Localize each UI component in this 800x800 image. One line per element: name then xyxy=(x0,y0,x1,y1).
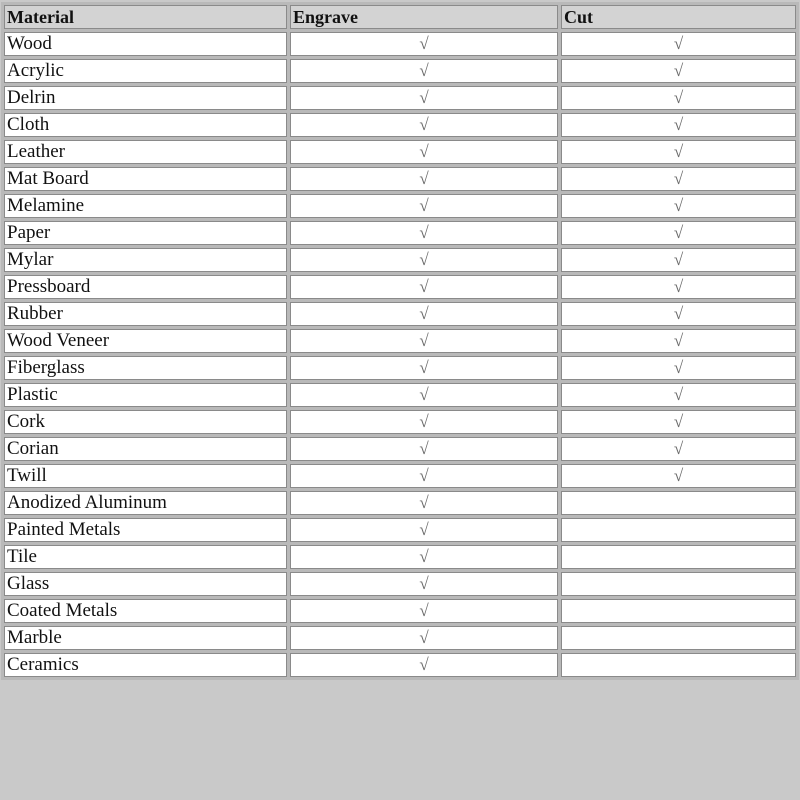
engrave-check-cell: √ xyxy=(290,113,558,137)
material-cell: Ceramics xyxy=(4,653,287,677)
material-cell: Marble xyxy=(4,626,287,650)
cut-check-cell: √ xyxy=(561,113,796,137)
table-row xyxy=(4,356,796,380)
material-cell: Coated Metals xyxy=(4,599,287,623)
materials-table xyxy=(1,2,799,680)
table-row xyxy=(4,194,796,218)
engrave-check-cell: √ xyxy=(290,86,558,110)
table-row xyxy=(4,167,796,191)
material-cell: Cork xyxy=(4,410,287,434)
cut-check-cell: √ xyxy=(561,194,796,218)
cut-check-cell: √ xyxy=(561,329,796,353)
material-cell: Mylar xyxy=(4,248,287,272)
engrave-check-cell: √ xyxy=(290,464,558,488)
engrave-check-cell: √ xyxy=(290,491,558,515)
engrave-check-cell: √ xyxy=(290,329,558,353)
table-row xyxy=(4,275,796,299)
material-cell: Leather xyxy=(4,140,287,164)
table-row xyxy=(4,248,796,272)
table-row xyxy=(4,545,796,569)
material-cell: Fiberglass xyxy=(4,356,287,380)
cut-check-cell: √ xyxy=(561,140,796,164)
material-cell: Wood Veneer xyxy=(4,329,287,353)
engrave-check-cell: √ xyxy=(290,383,558,407)
table-row xyxy=(4,59,796,83)
material-cell: Melamine xyxy=(4,194,287,218)
engrave-check-cell: √ xyxy=(290,437,558,461)
cut-check-cell: √ xyxy=(561,410,796,434)
cut-check-cell xyxy=(561,626,796,650)
cut-check-cell: √ xyxy=(561,275,796,299)
material-cell: Glass xyxy=(4,572,287,596)
cut-check-cell: √ xyxy=(561,383,796,407)
table-row xyxy=(4,383,796,407)
material-cell: Paper xyxy=(4,221,287,245)
table-row xyxy=(4,491,796,515)
cut-check-cell xyxy=(561,545,796,569)
material-cell: Pressboard xyxy=(4,275,287,299)
cut-check-cell: √ xyxy=(561,248,796,272)
engrave-check-cell: √ xyxy=(290,653,558,677)
cut-check-cell: √ xyxy=(561,86,796,110)
engrave-check-cell: √ xyxy=(290,518,558,542)
table-row xyxy=(4,572,796,596)
table-row xyxy=(4,626,796,650)
table-row xyxy=(4,518,796,542)
engrave-check-cell: √ xyxy=(290,572,558,596)
table-row xyxy=(4,302,796,326)
header-engrave: Engrave xyxy=(290,5,558,29)
cut-check-cell xyxy=(561,491,796,515)
header-material: Material xyxy=(4,5,287,29)
table-body xyxy=(4,32,796,677)
table-row xyxy=(4,32,796,56)
cut-check-cell: √ xyxy=(561,302,796,326)
table-row xyxy=(4,86,796,110)
header-row xyxy=(4,5,796,29)
engrave-check-cell: √ xyxy=(290,194,558,218)
engrave-check-cell: √ xyxy=(290,599,558,623)
table-row xyxy=(4,653,796,677)
material-cell: Mat Board xyxy=(4,167,287,191)
material-cell: Anodized Aluminum xyxy=(4,491,287,515)
engrave-check-cell: √ xyxy=(290,59,558,83)
cut-check-cell: √ xyxy=(561,356,796,380)
cut-check-cell: √ xyxy=(561,32,796,56)
cut-check-cell: √ xyxy=(561,167,796,191)
cut-check-cell xyxy=(561,599,796,623)
material-cell: Wood xyxy=(4,32,287,56)
cut-check-cell: √ xyxy=(561,464,796,488)
cut-check-cell: √ xyxy=(561,59,796,83)
material-cell: Delrin xyxy=(4,86,287,110)
cut-check-cell xyxy=(561,653,796,677)
material-cell: Twill xyxy=(4,464,287,488)
cut-check-cell: √ xyxy=(561,437,796,461)
table-row xyxy=(4,329,796,353)
material-cell: Rubber xyxy=(4,302,287,326)
table-row xyxy=(4,599,796,623)
engrave-check-cell: √ xyxy=(290,32,558,56)
engrave-check-cell: √ xyxy=(290,410,558,434)
material-cell: Cloth xyxy=(4,113,287,137)
header-cut: Cut xyxy=(561,5,796,29)
engrave-check-cell: √ xyxy=(290,356,558,380)
engrave-check-cell: √ xyxy=(290,167,558,191)
cut-check-cell xyxy=(561,572,796,596)
engrave-check-cell: √ xyxy=(290,140,558,164)
material-cell: Acrylic xyxy=(4,59,287,83)
table-row xyxy=(4,437,796,461)
cut-check-cell: √ xyxy=(561,221,796,245)
table-row xyxy=(4,410,796,434)
engrave-check-cell: √ xyxy=(290,275,558,299)
table-row xyxy=(4,464,796,488)
material-cell: Corian xyxy=(4,437,287,461)
cut-check-cell xyxy=(561,518,796,542)
table-row xyxy=(4,221,796,245)
material-cell: Plastic xyxy=(4,383,287,407)
engrave-check-cell: √ xyxy=(290,626,558,650)
material-cell: Painted Metals xyxy=(4,518,287,542)
engrave-check-cell: √ xyxy=(290,545,558,569)
table-row xyxy=(4,113,796,137)
material-cell: Tile xyxy=(4,545,287,569)
engrave-check-cell: √ xyxy=(290,302,558,326)
engrave-check-cell: √ xyxy=(290,248,558,272)
table-row xyxy=(4,140,796,164)
engrave-check-cell: √ xyxy=(290,221,558,245)
